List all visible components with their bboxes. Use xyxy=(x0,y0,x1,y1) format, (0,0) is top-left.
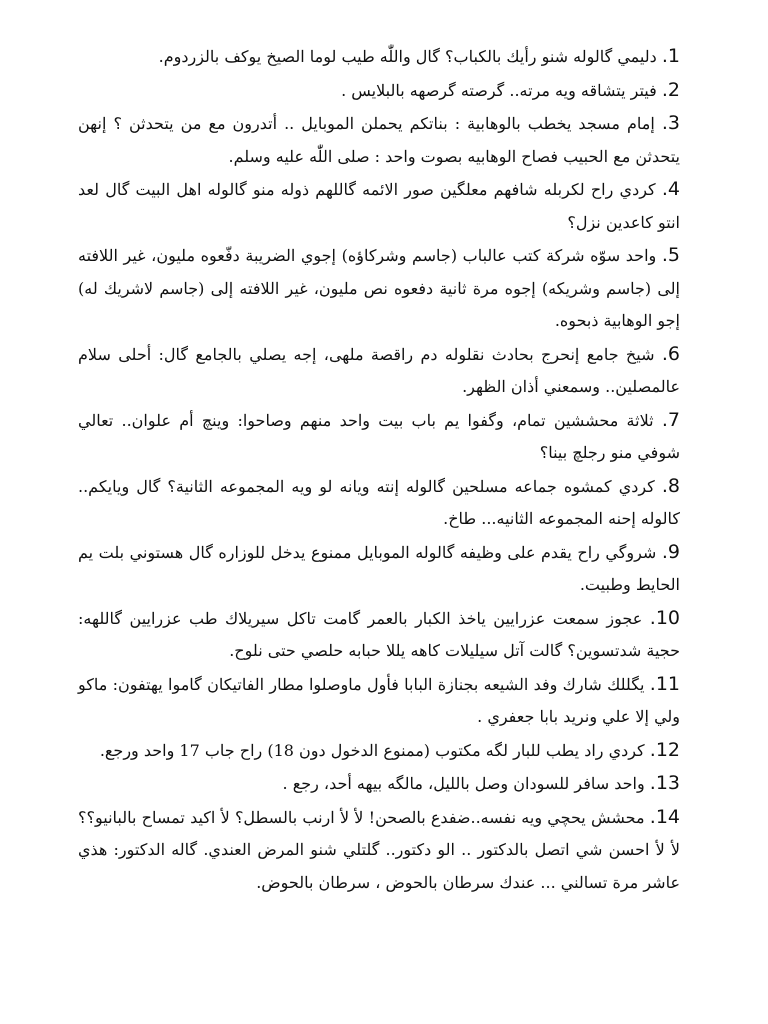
list-item xyxy=(78,239,680,338)
item-text: واحد سافر للسودان وصل بالليل، مالگه بيهه أحد، رجع . xyxy=(282,774,645,793)
list-item xyxy=(78,602,680,668)
list-item xyxy=(78,536,680,602)
list-item xyxy=(78,470,680,536)
list-item xyxy=(78,668,680,734)
item-number: 9. xyxy=(661,540,681,563)
item-number: 8. xyxy=(661,474,680,497)
item-text: كردي راد يطب للبار لگه مكتوب (ممنوع الدخول دون 18) راح جاب 17 واحد ورجع. xyxy=(99,740,645,760)
list-item xyxy=(78,734,680,768)
list-item xyxy=(78,173,680,239)
item-number: 4. xyxy=(661,178,680,200)
item-number: 3. xyxy=(661,112,680,134)
list-item xyxy=(78,338,680,404)
item-text: إمام مسجد يخطب بالوهابية : بناتكم يحملن الموبايل .. أتدرون مع من يتحدثن ؟ إنهن يتحدثن مع الحبيب فصاح الوهابيه بصوت واحد : صلى اللّٰه عليه وسلم. xyxy=(78,114,680,166)
list-item xyxy=(78,107,680,173)
item-text: ثلاثة محششين تمام، وگفوا يم باب بيت واحد منهم وصاحوا: وينچ أم علوان.. تعالي شوفي منو رجلچ بينا؟ xyxy=(78,410,680,462)
item-number: 6. xyxy=(661,342,680,365)
item-text: شروگي راح يقدم على وظيفه گالوله الموبايل ممنوع يدخل للوزاره گال هستوني بلت يم الحايط وطبيت. xyxy=(78,542,680,594)
item-text: واحد سوّه شركة كتب عالباب (جاسم وشركاؤه) إجوي الضريبة دفّعوه مليون، غير اللافته إلى (جاسم وشريكه) إجوه مرة ثانية دفعوه نص مليون، غير اللافته إلى (جاسم لاشريك له) إجو الوهابية ذبحوه. xyxy=(78,246,680,330)
item-number: 13. xyxy=(649,772,680,794)
item-text: دليمي گالوله شنو رأيك بالكباب؟ گال واللّٰه طيب لوما الصيخ يوكف بالزردوم. xyxy=(158,47,657,66)
list-item xyxy=(78,404,680,470)
item-text: كردي كمشوه جماعه مسلحين گالوله إنته ويانه لو ويه المجموعه الثانية؟ گال ويايكم.. كالوله إحنه المجموعه الثانيه... طاخ. xyxy=(78,476,680,528)
item-text: فيتر يتشاقه ويه مرته.. گرصته گرصهه بالبلايس . xyxy=(341,80,657,100)
item-number: 2. xyxy=(661,78,680,101)
list-item xyxy=(78,801,680,900)
item-number: 11. xyxy=(649,672,680,695)
item-number: 7. xyxy=(661,408,680,431)
list-item xyxy=(78,767,680,801)
item-number: 5. xyxy=(661,244,680,266)
item-number: 10. xyxy=(649,606,681,629)
item-text: كردي راح لكربله شافهم معلگين صور الائمه گاللهم ذوله منو گالوله اهل البيت گال لعد انتو كاعدين نزل؟ xyxy=(78,180,680,232)
item-number: 1. xyxy=(661,45,680,67)
list-item xyxy=(78,40,680,74)
list-item xyxy=(78,74,680,108)
item-number: 14. xyxy=(649,805,680,828)
item-text: يگللك شارك وفد الشيعه بجنازة البابا فأول ماوصلوا مطار الفاتيكان گاموا يهتفون: ماكو ولي إلا علي ونريد بابا جعفري . xyxy=(78,674,680,726)
item-text: عجوز سمعت عزرايين ياخذ الكبار بالعمر گامت تاكل سيريلاك طب عزرايين گاللهه: حجية شدتسوين؟ گالت آتل سيليلات كاهه يللا حبابه حلصي حتى نلوح. xyxy=(78,608,680,660)
item-text: شيخ جامع إنحرج بحادث نقلوله دم راقصة ملهى، إجه يصلي بالجامع گال: أحلى سلام عالمصلين.. وسمعني أذان الظهر. xyxy=(78,344,680,396)
item-number: 12. xyxy=(649,738,680,761)
document-page xyxy=(78,40,680,899)
item-text: محشش يحچي ويه نفسه..ضفدع بالصحن! لأ لأ ارنب بالسطل؟ لأ اكيد تمساح بالبانيو؟؟ لأ لأ احسن شي اتصل بالدكتور .. الو دكتور.. گلتلي شنو المرض العندي. گاله الدكتور: هذي عاشر مرة تسالني ... عندك سرطان بالحوض ، سرطان بالحوض. xyxy=(78,807,680,892)
